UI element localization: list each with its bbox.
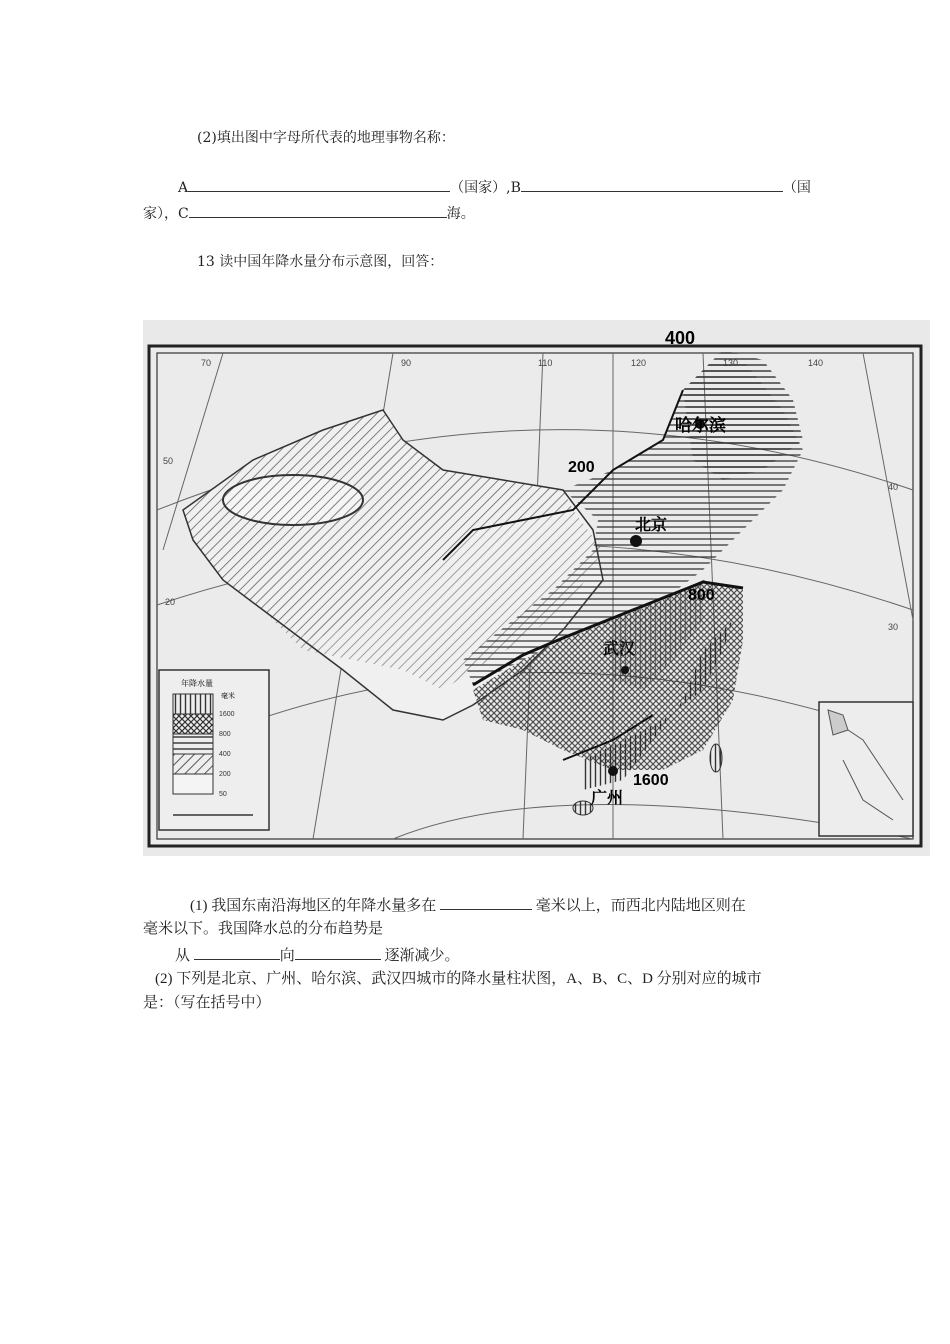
south-china-sea-inset (819, 702, 913, 836)
blank-southeast-rainfall[interactable] (440, 894, 532, 910)
question-2b-line-2: 是：（写在括号中） (143, 995, 271, 1011)
lon-70: 70 (201, 358, 212, 368)
lon-90: 90 (401, 358, 412, 368)
suffix-c: 海。 (446, 206, 475, 222)
suffix-a: （国家）, (450, 180, 511, 196)
legend-50: 50 (219, 791, 227, 798)
q1-from: 从 (175, 948, 191, 964)
isohyet-400-label: 400 (665, 328, 696, 348)
precipitation-map (143, 320, 930, 856)
question-2-line-2 (143, 202, 475, 224)
legend-1600: 1600 (219, 711, 235, 718)
q1-end: 逐渐减少。 (384, 948, 460, 964)
lon-130: 130 (723, 358, 739, 368)
blank-c[interactable] (189, 202, 447, 218)
line-2-prefix: 家）， (143, 206, 178, 222)
lon-110: 110 (538, 358, 553, 368)
label-c: C (178, 206, 189, 222)
lat-20: 20 (165, 597, 176, 607)
legend-800: 800 (219, 731, 231, 738)
wuhan-label: 武汉 (603, 639, 636, 658)
lat-40: 40 (888, 482, 899, 492)
blank-a[interactable] (188, 176, 450, 192)
lon-140: 140 (808, 358, 824, 368)
question-1-line-3 (175, 944, 460, 967)
question-2-line-1 (178, 176, 811, 198)
isohyet-1600-label: 1600 (633, 772, 669, 789)
lat-50: 50 (163, 456, 174, 466)
map-legend (159, 670, 269, 830)
wuhan-marker (621, 666, 629, 674)
legend-200: 200 (219, 771, 231, 778)
blank-from[interactable] (194, 944, 280, 960)
q1-part2: 毫米以上，而西北内陆地区则在 (535, 898, 746, 914)
lat-30: 30 (888, 622, 899, 632)
question-1-line-1 (190, 894, 746, 917)
suffix-b: （国 (782, 180, 811, 196)
isohyet-800-label: 800 (688, 587, 715, 604)
legend-unit: 毫米 (221, 692, 235, 700)
legend-400: 400 (219, 751, 231, 758)
guangzhou-label: 广州 (591, 788, 624, 807)
question-13-title: 13 读中国年降水量分布示意图，回答： (197, 254, 444, 270)
legend-title: 年降水量 (181, 679, 213, 688)
map-svg (143, 320, 930, 856)
blank-b[interactable] (521, 176, 783, 192)
label-b: B (510, 180, 521, 196)
question-2-title: (2)填出图中字母所代表的地理事物名称： (197, 130, 455, 146)
blank-to[interactable] (295, 944, 381, 960)
q1-to: 向 (279, 948, 295, 964)
label-a: A (178, 180, 189, 196)
harbin-label: 哈尔滨 (675, 416, 726, 436)
beijing-label: 北京 (635, 515, 668, 534)
question-1-line-2: 毫米以下。我国降水总的分布趋势是 (143, 921, 384, 937)
question-2b-line-1: (2) 下列是北京、广州、哈尔滨、武汉四城市的降水量柱状图，A、B、C、D 分别对应的城市 (155, 971, 762, 987)
guangzhou-marker (608, 766, 618, 776)
lon-120: 120 (631, 358, 647, 368)
isohyet-200-label: 200 (568, 459, 595, 476)
q1-part1: (1) 我国东南沿海地区的年降水量多在 (190, 898, 437, 914)
beijing-marker (630, 535, 642, 547)
